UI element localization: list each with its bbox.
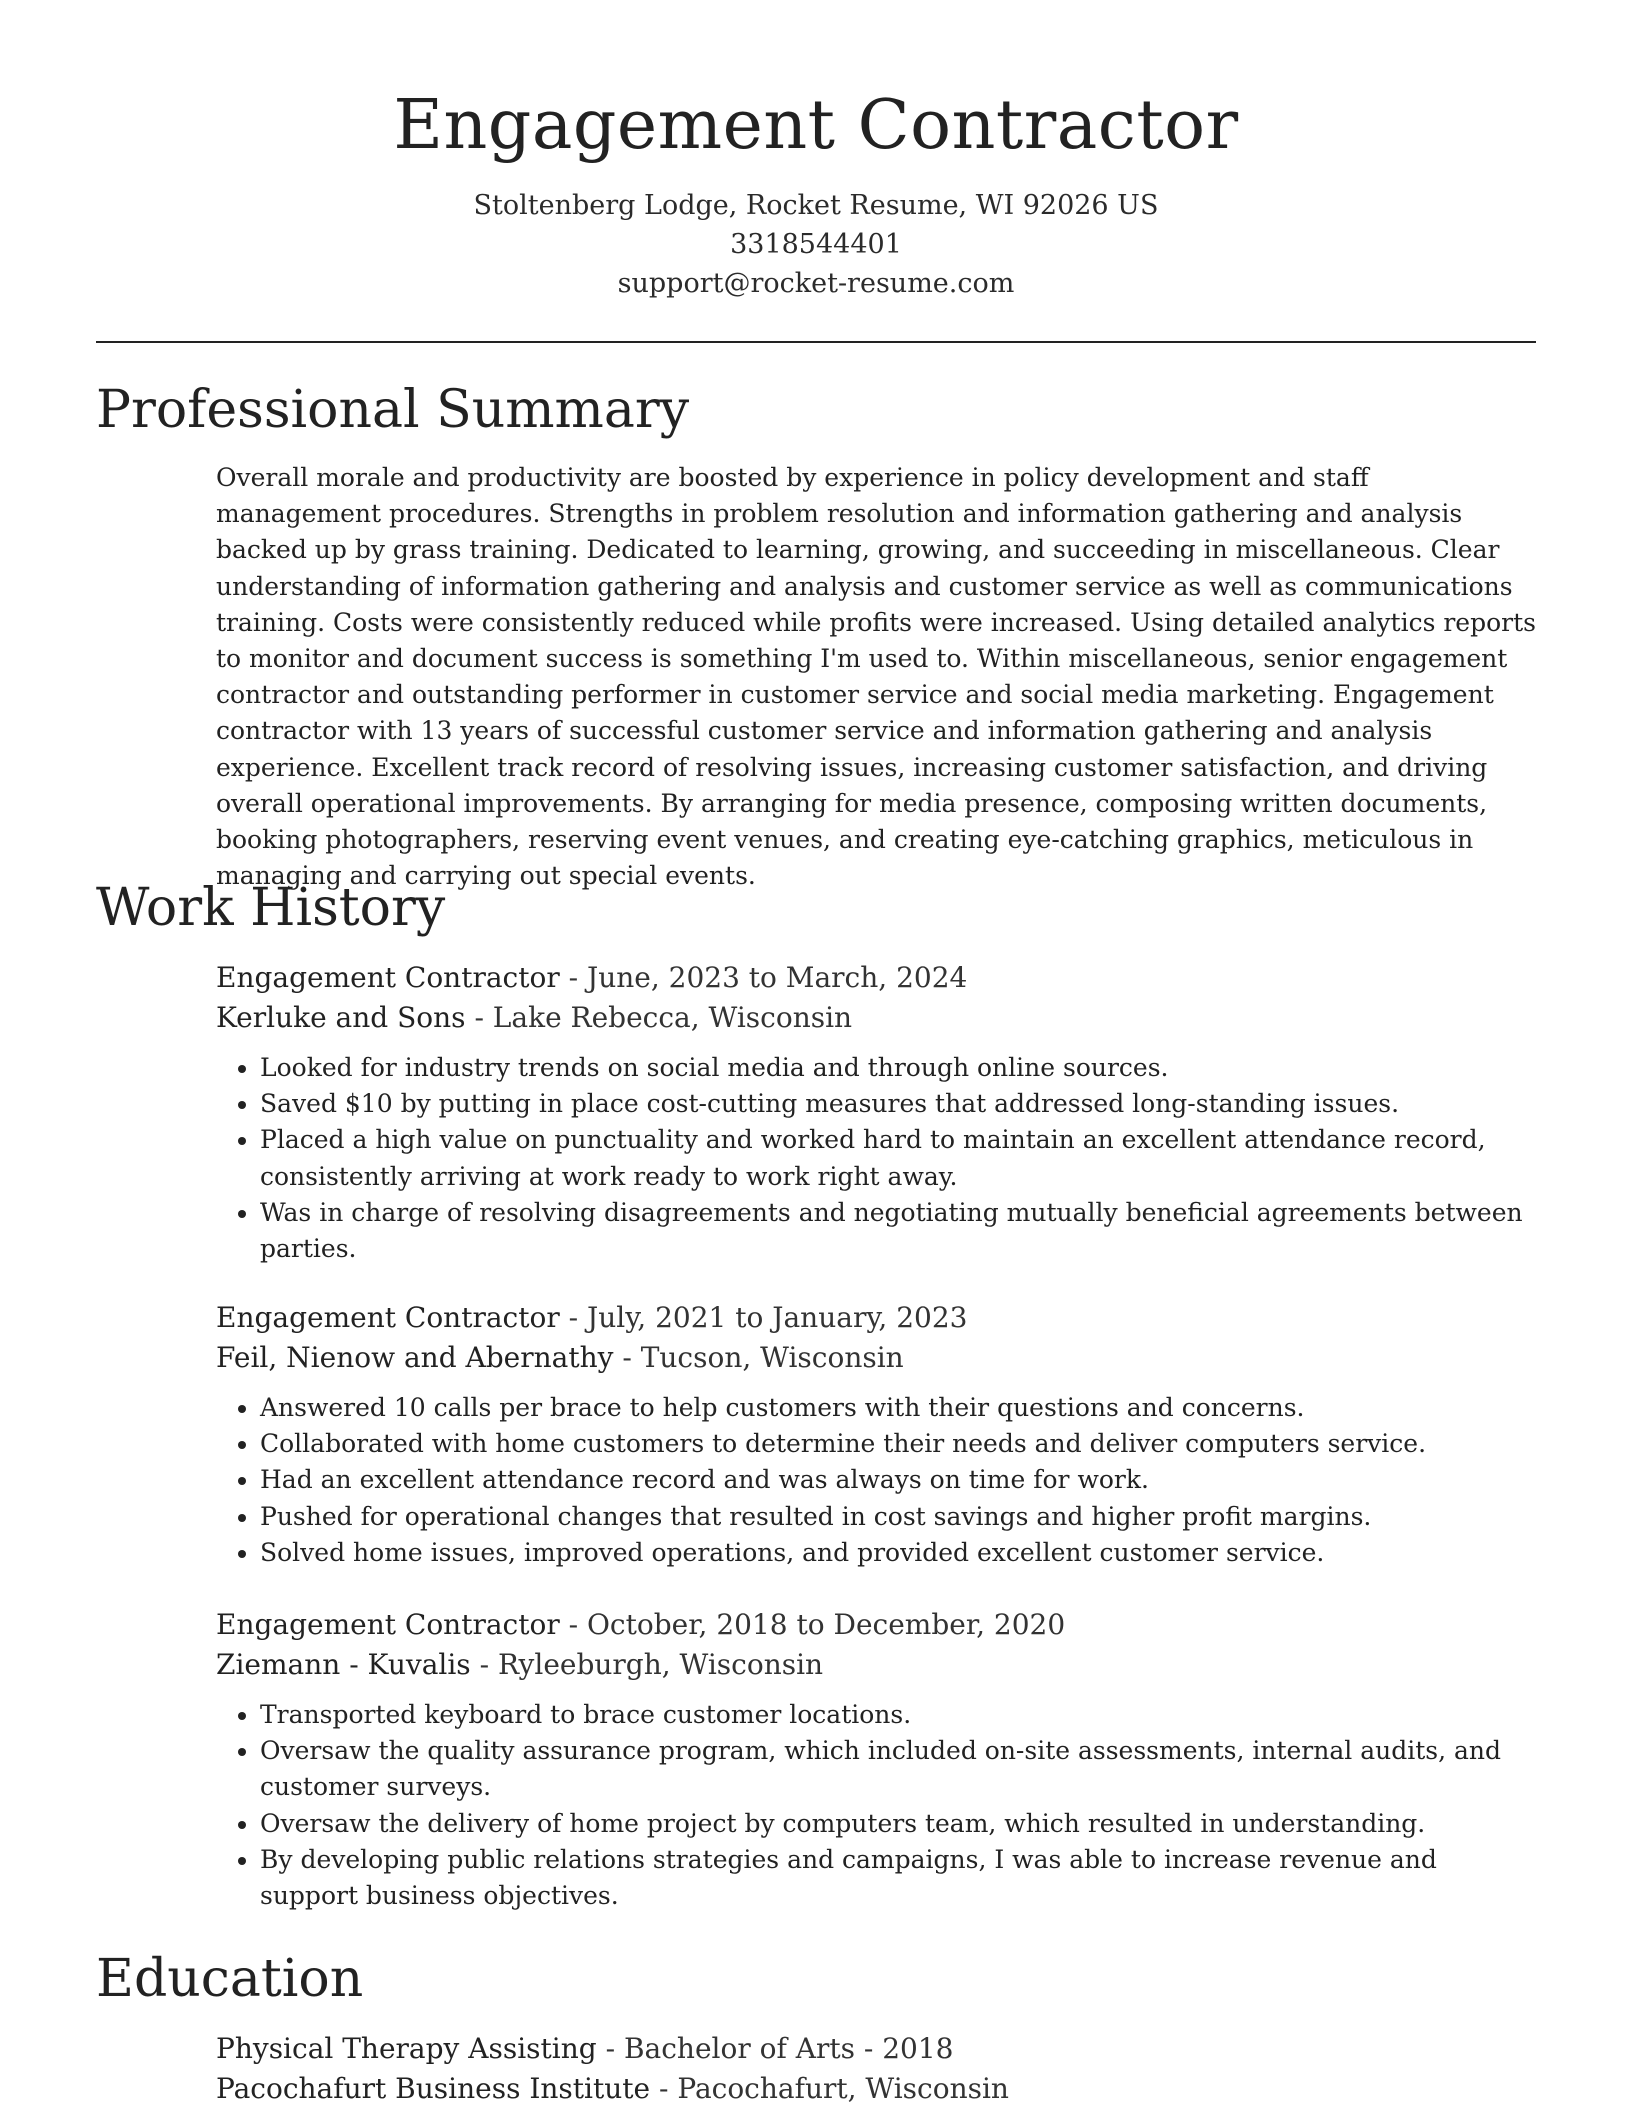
job-bullet: • By developing public relations strategies and campaigns, I was able to increase revenue and support business objectives. — [260, 1842, 1536, 1914]
job-bullets — [216, 1050, 1536, 1267]
job-dates: - October, 2018 to December, 2020 — [559, 1608, 1066, 1641]
job-company: Kerluke and Sons — [216, 1001, 466, 1034]
job-title-line — [216, 1605, 1536, 1645]
job-bullet: • Saved $10 by putting in place cost-cutting measures that addressed long-standing issues. — [260, 1086, 1536, 1122]
summary-text: Overall morale and productivity are boosted by experience in policy development and staff management procedures. Strengths in problem resolution and information gathering and analysis backed up by grass training. Dedicated to learning, growing, and succeeding in miscellaneous. Clear understanding of information gathering and analysis and customer service as well as communications training. Costs were consistently reduced while profits were increased. Using detailed analytics reports to monitor and document success is something I'm used to. Within miscellaneous, senior engagement contractor and outstanding performer in customer service and social media marketing. Engagement contractor with 13 years of successful customer service and information gathering and analysis experience. Excellent track record of resolving issues, increasing customer satisfaction, and driving overall operational improvements. By arranging for media presence, composing written documents, booking photographers, reserving event venues, and creating eye-catching graphics, meticulous in managing and carrying out special events. — [216, 463, 1536, 891]
job-bullet: • Solved home issues, improved operations, and provided excellent customer service. — [260, 1535, 1536, 1571]
job-role: Engagement Contractor — [216, 1608, 560, 1641]
candidate-name: Engagement Contractor — [393, 86, 1239, 165]
job-dates: - July, 2021 to January, 2023 — [559, 1301, 968, 1334]
job-company-line — [216, 1338, 1536, 1378]
school-location: - Pacochafurt, Wisconsin — [650, 2072, 1009, 2105]
education-entry — [216, 2029, 1536, 2109]
contact-block — [96, 186, 1536, 303]
job-entry — [216, 958, 1536, 1267]
education-school-line — [216, 2069, 1536, 2109]
job-bullet: • Was in charge of resolving disagreements and negotiating mutually beneficial agreements between parties. — [260, 1195, 1536, 1267]
job-role: Engagement Contractor — [216, 961, 560, 994]
phone: 3318544401 — [730, 229, 902, 260]
job-bullet: • Answered 10 calls per brace to help customers with their questions and concerns. — [260, 1390, 1536, 1426]
job-entry — [216, 1298, 1536, 1571]
job-location: - Tucson, Wisconsin — [613, 1341, 904, 1374]
job-entry — [216, 1605, 1536, 1914]
job-dates: - June, 2023 to March, 2024 — [559, 961, 968, 994]
job-bullet: • Oversaw the delivery of home project by computers team, which resulted in understanding. — [260, 1806, 1536, 1842]
address: Stoltenberg Lodge, Rocket Resume, WI 92026 US — [473, 190, 1159, 221]
degree-field: Physical Therapy Assisting — [216, 2032, 597, 2065]
job-bullet: • Placed a high value on punctuality and worked hard to maintain an excellent attendance record, consistently arriving at work ready to work right away. — [260, 1122, 1536, 1194]
school-name: Pacochafurt Business Institute — [216, 2072, 651, 2105]
resume-header — [96, 84, 1536, 303]
job-bullet: • Transported keyboard to brace customer locations. — [260, 1697, 1536, 1733]
job-bullets — [216, 1697, 1536, 1914]
job-company-line — [216, 1645, 1536, 1685]
job-location: - Ryleeburgh, Wisconsin — [470, 1648, 824, 1681]
job-bullet: • Looked for industry trends on social media and through online sources. — [260, 1050, 1536, 1086]
job-bullets — [216, 1390, 1536, 1571]
job-location: - Lake Rebecca, Wisconsin — [465, 1001, 853, 1034]
summary-heading: Professional Summary — [96, 380, 690, 440]
job-company-line — [216, 998, 1536, 1038]
job-title-line — [216, 1298, 1536, 1338]
email: support@rocket-resume.com — [617, 268, 1015, 299]
job-company: Ziemann - Kuvalis — [216, 1648, 471, 1681]
job-bullet: • Oversaw the quality assurance program, which included on-site assessments, internal audits, and customer surveys. — [260, 1733, 1536, 1805]
header-divider — [96, 341, 1536, 343]
job-bullet: • Collaborated with home customers to determine their needs and deliver computers service. — [260, 1426, 1536, 1462]
education-degree-line — [216, 2029, 1536, 2069]
work-history-heading: Work History — [96, 878, 446, 938]
degree-details: - Bachelor of Arts - 2018 — [596, 2032, 954, 2065]
education-heading: Education — [96, 1949, 364, 2009]
job-role: Engagement Contractor — [216, 1301, 560, 1334]
job-bullet: • Pushed for operational changes that resulted in cost savings and higher profit margins. — [260, 1499, 1536, 1535]
job-title-line — [216, 958, 1536, 998]
job-company: Feil, Nienow and Abernathy — [216, 1341, 614, 1374]
job-bullet: • Had an excellent attendance record and was always on time for work. — [260, 1462, 1536, 1498]
